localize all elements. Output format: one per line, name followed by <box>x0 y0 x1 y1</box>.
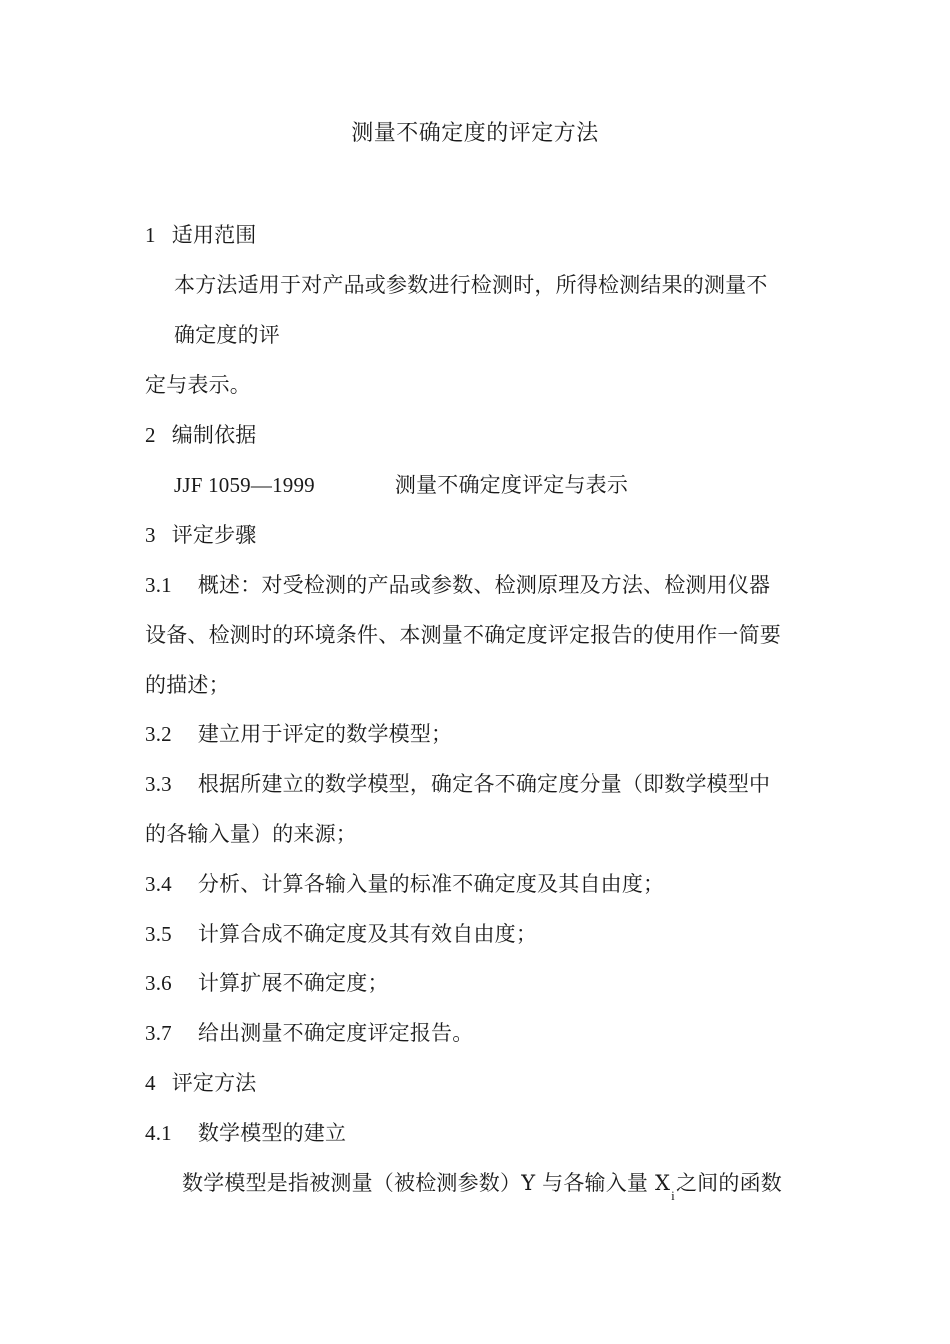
item-number: 3.1 <box>145 573 172 597</box>
item-4-1-body <box>182 1170 782 1203</box>
item-text: 建立用于评定的数学模型； <box>197 722 453 746</box>
section-2-heading <box>145 422 257 448</box>
document-title: 测量不确定度的评定方法 <box>351 121 599 146</box>
item-text: 分析、计算各输入量的标准不确定度及其自由度； <box>197 872 665 896</box>
reference-line <box>174 472 628 498</box>
item-number: 3.6 <box>145 971 172 995</box>
item-number: 3.3 <box>145 772 172 796</box>
item-3-1-line-1 <box>145 572 770 598</box>
item-text: 概述：对受检测的产品或参数、检测原理及方法、检测用仪器 <box>197 573 771 597</box>
section-title: 评定步骤 <box>171 523 257 547</box>
section-number: 4 <box>145 1071 156 1095</box>
section-number: 1 <box>145 223 156 247</box>
section-title: 适用范围 <box>171 223 257 247</box>
item-text: 计算合成不确定度及其有效自由度； <box>197 922 538 946</box>
item-number: 4.1 <box>145 1121 172 1145</box>
section-4-heading <box>145 1070 257 1096</box>
body-text-before: 数学模型是指被测量（被检测参数）Y 与各输入量 X <box>182 1171 671 1195</box>
reference-title: 测量不确定度评定与表示 <box>394 473 629 497</box>
item-text: 计算扩展不确定度； <box>197 971 389 995</box>
section-number: 2 <box>145 423 156 447</box>
section-title: 编制依据 <box>171 423 257 447</box>
item-4-1 <box>145 1120 346 1146</box>
item-3-6 <box>145 970 389 996</box>
section-title: 评定方法 <box>171 1071 257 1095</box>
body-text-after: 之间的函数 <box>675 1171 782 1195</box>
item-3-3-line-2: 的各输入量）的来源； <box>145 822 357 846</box>
item-text: 根据所建立的数学模型，确定各不确定度分量（即数学模型中 <box>197 772 771 796</box>
item-3-3-line-1 <box>145 771 770 797</box>
section-number: 3 <box>145 523 156 547</box>
item-3-5 <box>145 921 537 947</box>
section-1-body-line-3: 定与表示。 <box>145 373 251 397</box>
item-3-1-line-2: 设备、检测时的环境条件、本测量不确定度评定报告的使用作一简要 <box>145 623 781 647</box>
item-3-4 <box>145 871 664 897</box>
item-number: 3.7 <box>145 1021 172 1045</box>
item-number: 3.2 <box>145 722 172 746</box>
section-1-body-line-1: 本方法适用于对产品或参数进行检测时，所得检测结果的测量不 <box>174 273 768 297</box>
item-3-1-line-3: 的描述； <box>145 673 230 697</box>
item-3-2 <box>145 721 452 747</box>
item-text: 给出测量不确定度评定报告。 <box>197 1021 474 1045</box>
section-1-heading <box>145 222 257 248</box>
item-3-7 <box>145 1020 473 1046</box>
reference-code: JJF 1059—1999 <box>174 473 315 497</box>
item-text: 数学模型的建立 <box>197 1121 347 1145</box>
section-3-heading <box>145 522 257 548</box>
subscript-i: i <box>671 1188 675 1203</box>
section-1-body-line-2: 确定度的评 <box>174 323 280 347</box>
item-number: 3.4 <box>145 872 172 896</box>
item-number: 3.5 <box>145 922 172 946</box>
